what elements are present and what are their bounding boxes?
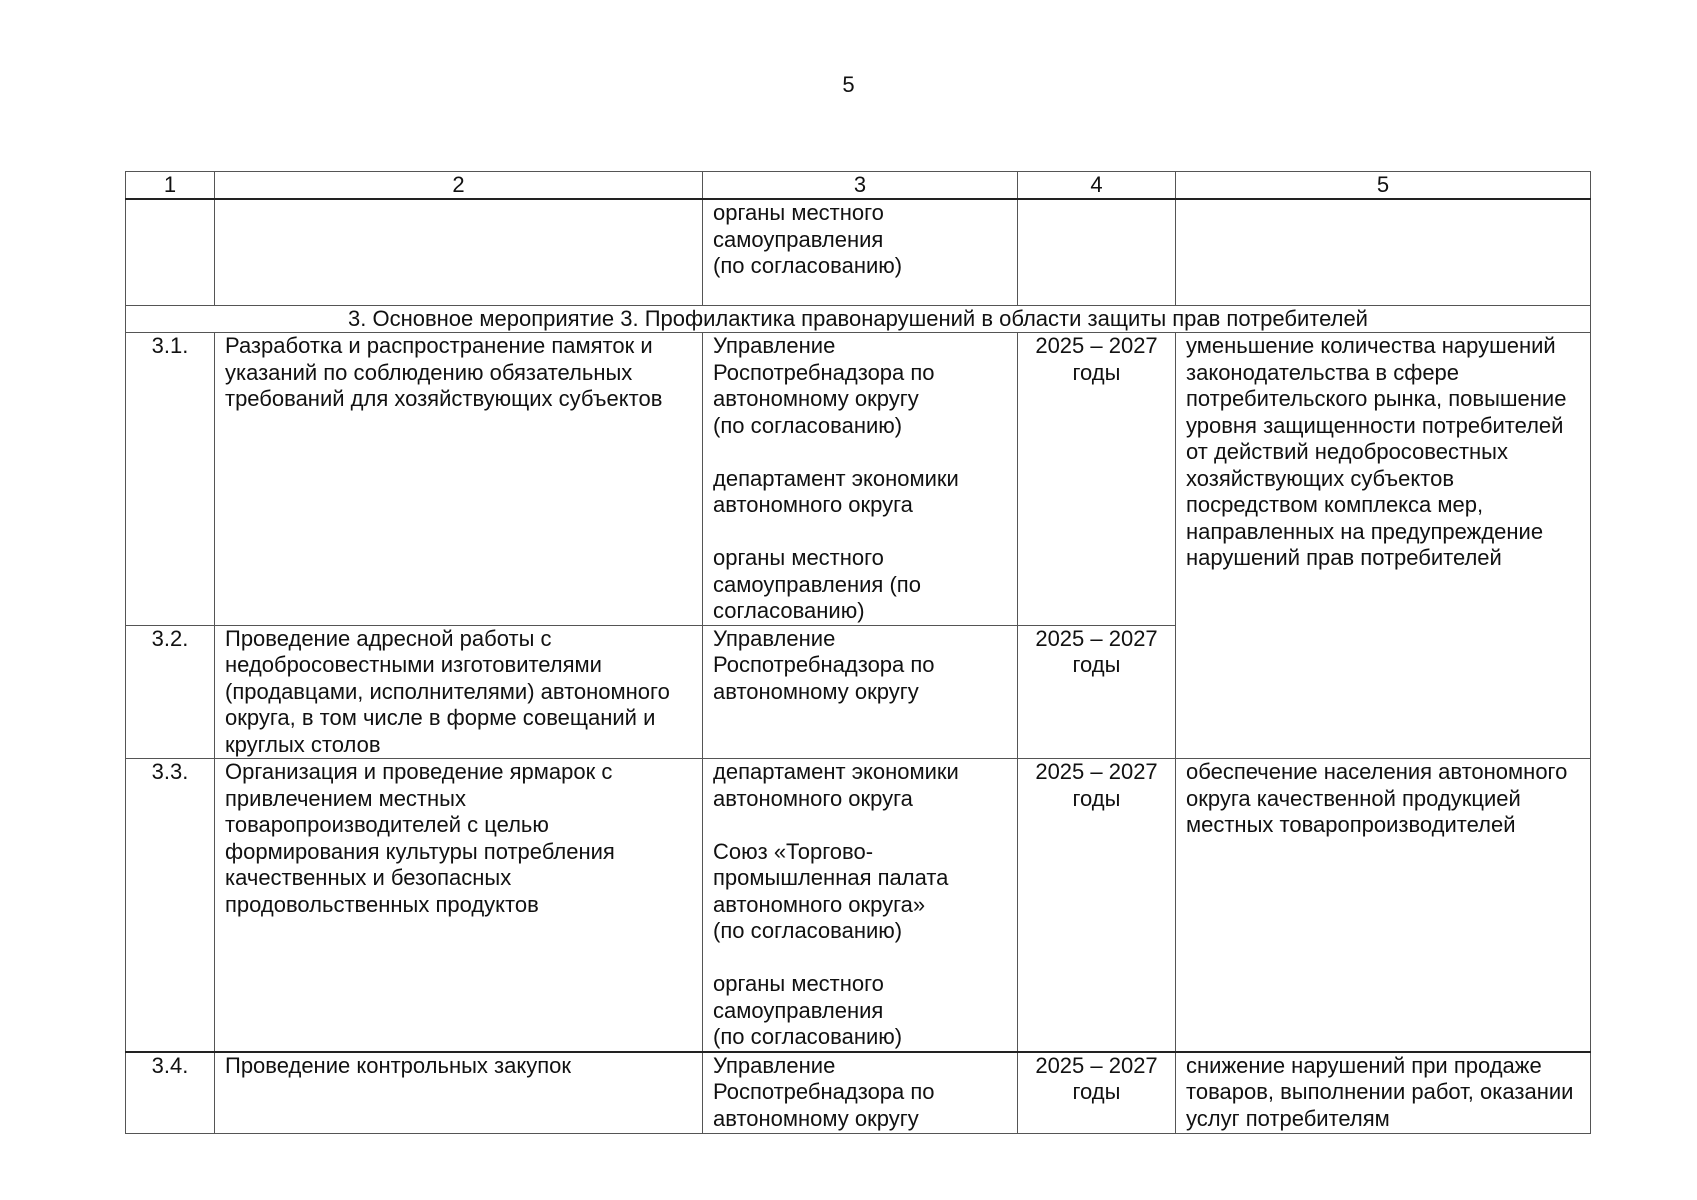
result-cell: уменьшение количества нарушений законодательства в сфере потребительского рынка, повышение уровня защищенности потребителей от действий недобросовестных хозяйствующих субъектов посредством комплекса мер, направленных на предупреждение нарушений прав потребителей (1176, 333, 1591, 759)
column-number-5: 5 (1176, 172, 1591, 200)
activity-cell: Разработка и распространение памяток и указаний по соблюдению обязательных требований для хозяйствующих субъектов (215, 333, 703, 626)
activity-cell (215, 199, 703, 306)
period-cell: 2025 – 2027 годы (1018, 625, 1176, 759)
period-cell: 2025 – 2027 годы (1018, 333, 1176, 626)
result-cell: обеспечение населения автономного округа качественной продукцией местных товаропроизводителей (1176, 759, 1591, 1052)
measures-table (125, 171, 1591, 1134)
section-title-row (126, 306, 1591, 333)
period-cell: 2025 – 2027 годы (1018, 759, 1176, 1052)
result-cell (1176, 199, 1591, 306)
column-number-3: 3 (703, 172, 1018, 200)
row-number-cell (126, 199, 215, 306)
row-number-cell: 3.4. (126, 1052, 215, 1134)
row-number-cell: 3.2. (126, 625, 215, 759)
executors-cell: Управление Роспотребнадзора по автономному округу (703, 625, 1018, 759)
table-row (126, 759, 1591, 1052)
continuation-row (126, 199, 1591, 306)
row-number-cell: 3.3. (126, 759, 215, 1052)
activity-cell: Проведение контрольных закупок (215, 1052, 703, 1134)
table-row (126, 333, 1591, 626)
executors-cell: Управление Роспотребнадзора по автономному округу (по согласованию) департамент экономики автономного округа органы местного самоуправления (по согласованию) (703, 333, 1018, 626)
column-number-2: 2 (215, 172, 703, 200)
executors-cell: департамент экономики автономного округа Союз «Торгово-промышленная палата автономного округа» (по согласованию) органы местного самоуправления (по согласованию) (703, 759, 1018, 1052)
executors-cell: органы местного самоуправления (по согласованию) (703, 199, 1018, 306)
executors-cell: Управление Роспотребнадзора по автономному округу (703, 1052, 1018, 1134)
column-number-4: 4 (1018, 172, 1176, 200)
page-number: 5 (842, 72, 855, 97)
column-number-1: 1 (126, 172, 215, 200)
period-cell: 2025 – 2027 годы (1018, 1052, 1176, 1134)
activity-cell: Организация и проведение ярмарок с привлечением местных товаропроизводителей с целью формирования культуры потребления качественных и безопасных продовольственных продуктов (215, 759, 703, 1052)
table-row (126, 1052, 1591, 1134)
section-title: 3. Основное мероприятие 3. Профилактика правонарушений в области защиты прав потребителей (126, 306, 1591, 333)
activity-cell: Проведение адресной работы с недобросовестными изготовителями (продавцами, исполнителями) автономного округа, в том числе в форме совещаний и круглых столов (215, 625, 703, 759)
result-cell: снижение нарушений при продаже товаров, выполнении работ, оказании услуг потребителям (1176, 1052, 1591, 1134)
table-header-row (126, 172, 1591, 200)
row-number-cell: 3.1. (126, 333, 215, 626)
period-cell (1018, 199, 1176, 306)
